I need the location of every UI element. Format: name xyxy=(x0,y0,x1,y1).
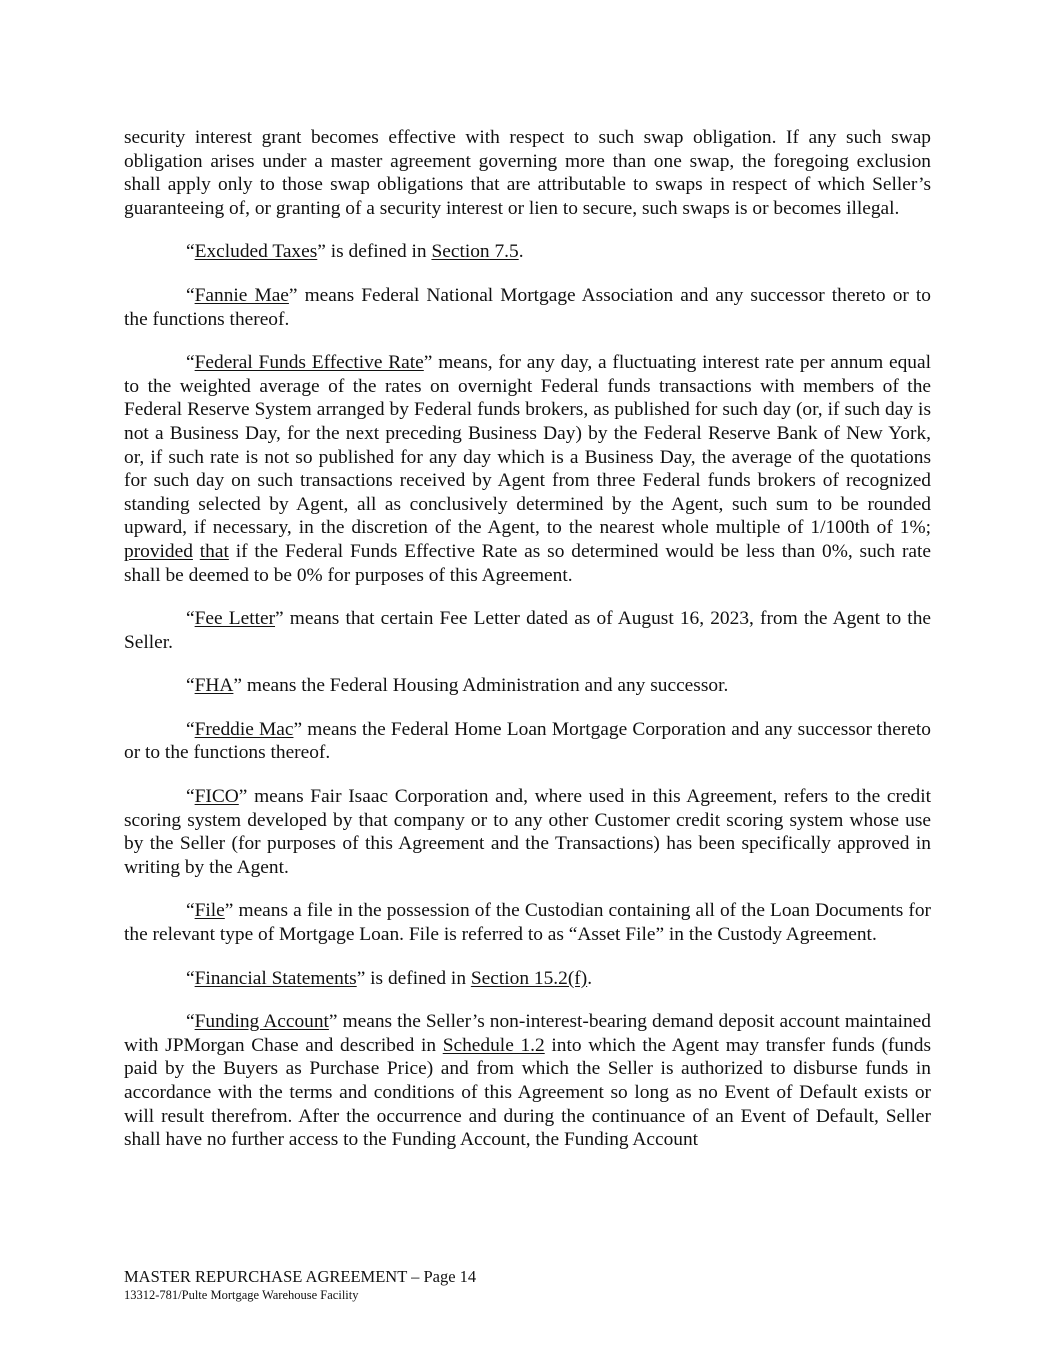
section-ref-15-2-f: Section 15.2(f) xyxy=(470,967,588,989)
definition-financial-statements: “Financial Statements” is defined in Section 15.2(f). xyxy=(186,967,593,989)
definition-funding-account: “Funding Account” means the Seller’s non-interest-bearing demand deposit account maintained with JPMorgan Chase and described in Schedule 1.2 into which the Agent may transfer funds (funds paid by the Buyers as Purchase Price) and from which the Seller is authorized to disburse funds in accordance with the terms and conditions of this Agreement so long as no Event of Default exists or will result therefrom. After the occurrence and during the continuance of an Event of Default, Seller shall have no further access to the Funding Account, the Funding Account xyxy=(124,1011,931,1151)
definition-fha: “FHA” means the Federal Housing Administration and any successor. xyxy=(186,675,729,697)
term-provided: provided xyxy=(124,540,193,562)
term-fico: FICO xyxy=(194,786,239,808)
term-funding-account: Funding Account xyxy=(194,1011,329,1033)
term-federal-funds-effective-rate: Federal Funds Effective Rate xyxy=(194,352,424,374)
term-freddie-mac: Freddie Mac xyxy=(194,718,294,740)
term-that: that xyxy=(199,540,229,562)
term-fee-letter: Fee Letter xyxy=(194,608,276,630)
term-fannie-mae: Fannie Mae xyxy=(194,284,289,306)
definition-file: “File” means a file in the possession of the Custodian containing all of the Loan Documents for the relevant type of Mortgage Loan. File is referred to as “Asset File” in the Custody Agreement. xyxy=(124,900,931,946)
term-fha: FHA xyxy=(194,675,234,697)
definition-fannie-mae: “Fannie Mae” means Federal National Mortgage Association and any successor thereto or to the functions thereof. xyxy=(124,284,932,330)
definition-excluded-taxes: “Excluded Taxes” is defined in Section 7.5. xyxy=(186,241,524,263)
page-footer xyxy=(124,1267,476,1303)
term-file: File xyxy=(194,900,225,922)
document-body xyxy=(124,126,931,1172)
definition-fee-letter: “Fee Letter” means that certain Fee Letter dated as of August 16, 2023, from the Agent to the Seller. xyxy=(124,608,931,653)
definition-freddie-mac: “Freddie Mac” means the Federal Home Loan Mortgage Corporation and any successor thereto or to the functions thereof. xyxy=(124,718,931,764)
paragraph-continuation: security interest grant becomes effective with respect to such swap obligation. If any such swap obligation arises under a master agreement governing more than one swap, the foregoing exclusion shall apply only to those swap obligations that are attributable to swaps in respect of which Seller’s guaranteeing of, or granting of a security interest or lien to secure, such swaps is or becomes illegal. xyxy=(124,127,931,219)
term-excluded-taxes: Excluded Taxes xyxy=(194,241,318,263)
term-financial-statements: Financial Statements xyxy=(194,967,357,989)
definition-fico: “FICO” means Fair Isaac Corporation and, where used in this Agreement, refers to the credit scoring system developed by that company or to any other Customer credit scoring system whose use by the Seller (for purposes of this Agreement and the Transactions) has been specifically approved in writing by the Agent. xyxy=(124,786,931,878)
definition-federal-funds-effective-rate: “Federal Funds Effective Rate” means, for any day, a fluctuating interest rate per annum equal to the weighted average of the rates on overnight Federal funds transactions with members of the Federal Reserve System arranged by Federal funds brokers, as published for such day (or, if such day is not a Business Day, for the next preceding Business Day) by the Federal Reserve Bank of New York, or, if such rate is not so published for any day which is a Business Day, the average of the quotations for such day on such transactions received by Agent from three Federal funds brokers of recognized standing selected by Agent, all as conclusively determined by the Agent, such sum to be rounded upward, if necessary, in the discretion of the Agent, to the nearest whole multiple of 1/100th of 1%; provided that if the Federal Funds Effective Rate as so determined would be less than 0%, such rate shall be deemed to be 0% for purposes of this Agreement. xyxy=(124,352,931,586)
section-ref-7-5: Section 7.5 xyxy=(431,241,519,263)
footer-title: MASTER REPURCHASE AGREEMENT – Page 14 xyxy=(124,1267,477,1286)
footer-doc-id: 13312-781/Pulte Mortgage Warehouse Facility xyxy=(124,1288,359,1302)
schedule-ref-1-2: Schedule 1.2 xyxy=(442,1034,545,1056)
